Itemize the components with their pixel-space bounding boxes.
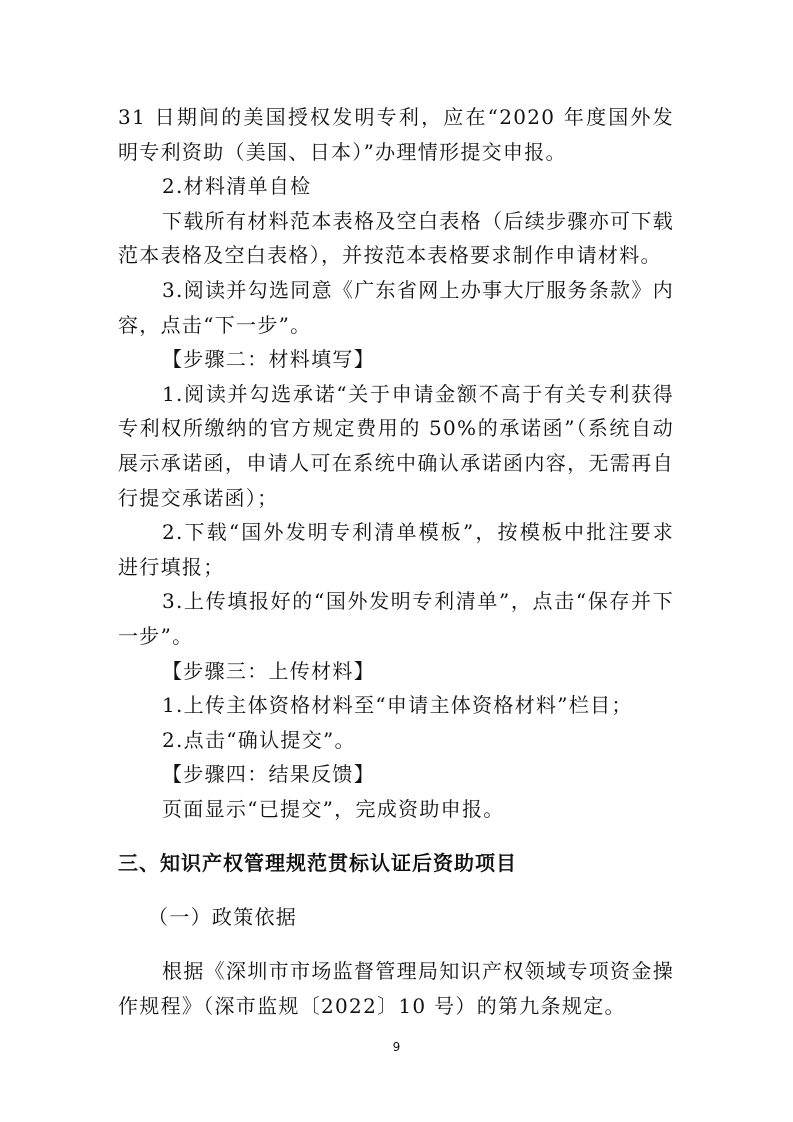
step-two-label: 【步骤二：材料填写】 [162,347,375,372]
paragraph-14: 根据《深圳市市场监督管理局知识产权领域专项资金操作规程》（深市监规〔2022〕10 号）的第九条规定。 [118,959,674,1019]
paragraph-3: 下载所有材料范本表格及空白表格（后续步骤亦可下载范本表格及空白表格），并按范本表格要求制作申请材料。 [118,208,674,268]
paragraph-4: 3.阅读并勾选同意《广东省网上办事大厅服务条款》内容，点击“下一步”。 [118,277,674,337]
paragraph-8: 3.上传填报好的“国外发明专利清单”，点击“保存并下一步”。 [118,589,674,648]
paragraph-6: 1.阅读并勾选承诺“关于申请金额不高于有关专利获得专利权所缴纳的官方规定费用的 50%的承诺函”（系统自动展示承诺函，申请人可在系统中确认承诺函内容，无需再自行提交承诺函）； [118,381,674,510]
paragraph-13: 页面显示“已提交”，完成资助申报。 [162,796,505,821]
paragraph-1: 31 日期间的美国授权发明专利，应在“2020 年度国外发明专利资助（美国、日本）”办理情形提交申报。 [118,105,674,164]
paragraph-7: 2.下载“国外发明专利清单模板”，按模板中批注要求进行填报； [118,520,674,579]
document-page [118,100,674,1024]
paragraph-2: 2.材料清单自检 [162,174,312,199]
page-number: 9 [392,1040,401,1054]
step-four-label: 【步骤四：结果反馈】 [162,762,375,787]
paragraph-10: 1.上传主体资格材料至“申请主体资格材料”栏目； [162,693,633,718]
section-heading: 三、知识产权管理规范贯标认证后资助项目 [118,851,517,876]
paragraph-11: 2.点击“确认提交”。 [162,727,356,752]
step-three-label: 【步骤三：上传材料】 [162,658,375,683]
subsection-heading: （一）政策依据 [148,905,298,930]
